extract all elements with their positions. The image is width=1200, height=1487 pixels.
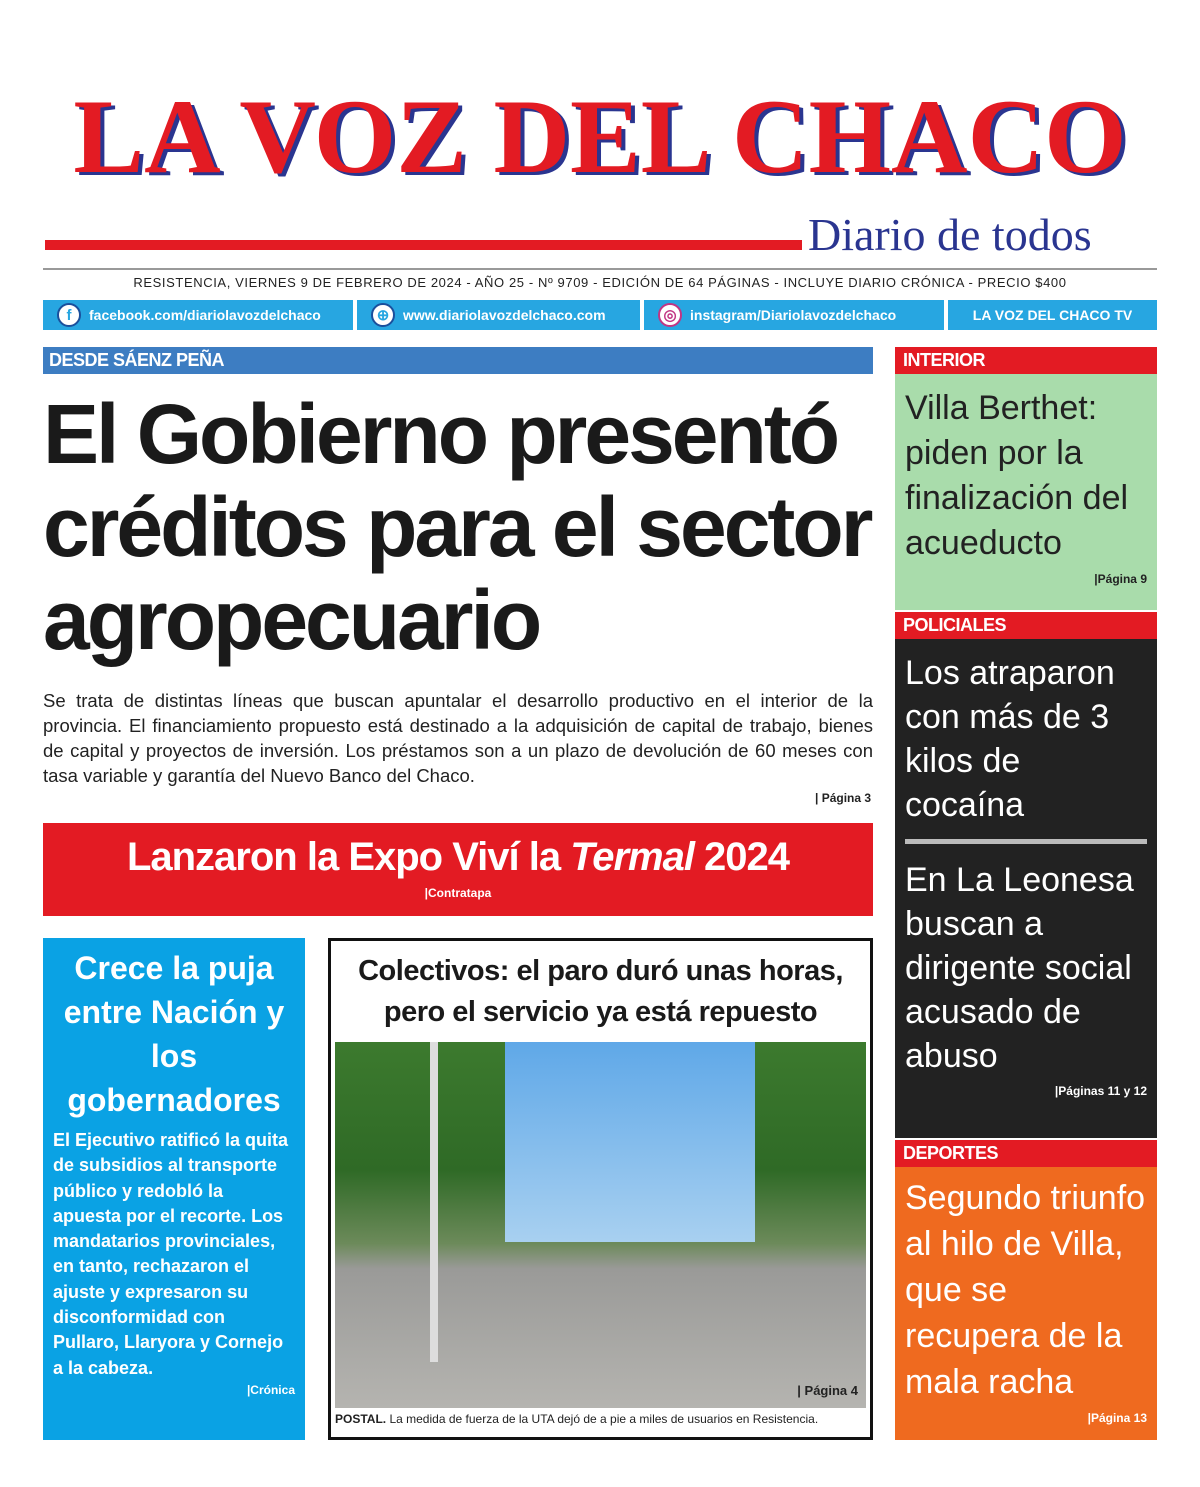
story-headline-2: En La Leonesa buscan a dirigente social acusado de abuso xyxy=(905,861,1134,1075)
facebook-label: facebook.com/diariolavozdelchaco xyxy=(89,307,321,323)
story-colectivos[interactable] xyxy=(328,938,873,1440)
page-ref: |Crónica xyxy=(246,1382,295,1397)
divider xyxy=(43,268,1157,270)
tv-link[interactable]: LA VOZ DEL CHACO TV xyxy=(948,300,1157,330)
story-body: El Ejecutivo ratificó la quita de subsidios al transporte público y redobló la apuesta por el recorte. Los mandatarios provinciales, en tanto, rechazaron el ajuste y expresaron su disconformidad con Pullaro, Llaryora y Cornejo a la cabeza. xyxy=(53,1130,289,1378)
expo-banner[interactable] xyxy=(43,823,873,916)
main-body: Se trata de distintas líneas que buscan apuntalar el desarrollo productivo en el interior de la provincia. El financiamiento propuesto está destinado a la adquisición de capital de trabajo, bienes de capital y proyectos de inversión. Los préstamos son a un plazo de devolución de 60 meses con tasa variable y garantía del Nuevo Banco del Chaco. xyxy=(43,690,873,786)
story-headline: Crece la puja entre Nación y los gobernadores xyxy=(63,950,285,1118)
instagram-label: instagram/Diariolavozdelchaco xyxy=(690,307,897,323)
social-bar xyxy=(43,300,1157,330)
page-ref: |Página 13 xyxy=(1087,1411,1147,1425)
main-headline[interactable]: El Gobierno presentó créditos para el sector agropecuario xyxy=(43,387,871,667)
street-photo xyxy=(335,1042,866,1408)
facebook-icon: f xyxy=(57,303,81,327)
website-link[interactable] xyxy=(357,300,640,330)
masthead-logo: LA VOZ DEL CHACO xyxy=(73,78,1127,195)
masthead-rule xyxy=(45,240,802,250)
section-kicker: DESDE SÁENZ PEÑA xyxy=(43,347,873,374)
masthead-slogan: Diario de todos xyxy=(808,209,1092,260)
website-label: www.diariolavozdelchaco.com xyxy=(403,307,606,323)
globe-icon: ⊕ xyxy=(371,303,395,327)
photo-caption: POSTAL. La medida de fuerza de la UTA dejó de a pie a miles de usuarios en Resistencia. xyxy=(335,1412,819,1426)
page-ref: | Página 3 xyxy=(815,791,872,805)
dateline: RESISTENCIA, VIERNES 9 DE FEBRERO DE 2024 - AÑO 25 - Nº 9709 - EDICIÓN DE 64 PÁGINAS - INCLUYE DIARIO CRÓNICA - PRECIO $400 xyxy=(133,275,1067,290)
story-villa-berthet[interactable] xyxy=(895,374,1157,610)
section-label-deportes: DEPORTES xyxy=(895,1140,1157,1167)
story-nacion[interactable] xyxy=(43,938,305,1440)
instagram-icon: ◎ xyxy=(658,303,682,327)
page-ref: |Página 9 xyxy=(1094,572,1147,586)
story-headline: Los atraparon con más de 3 kilos de cocaína xyxy=(905,654,1115,824)
story-policiales[interactable] xyxy=(895,639,1157,1138)
banner-title: Lanzaron la Expo Viví la Termal 2024 xyxy=(126,835,790,879)
story-headline: Segundo triunfo al hilo de Villa, que se recupera de la mala racha xyxy=(905,1179,1146,1401)
page-ref: |Páginas 11 y 12 xyxy=(1054,1084,1147,1098)
instagram-link[interactable] xyxy=(644,300,944,330)
story-headline: Colectivos: el paro duró unas horas, pero el servicio ya está repuesto xyxy=(358,955,843,1028)
page-ref: |Contratapa xyxy=(424,886,492,900)
story-deportes[interactable] xyxy=(895,1167,1157,1440)
story-headline: Villa Berthet: piden por la finalización del acueducto xyxy=(905,389,1129,562)
section-label-interior: INTERIOR xyxy=(895,347,1157,374)
section-label-policiales: POLICIALES xyxy=(895,612,1157,639)
facebook-link[interactable] xyxy=(43,300,353,330)
page-ref: | Página 4 xyxy=(797,1383,858,1398)
